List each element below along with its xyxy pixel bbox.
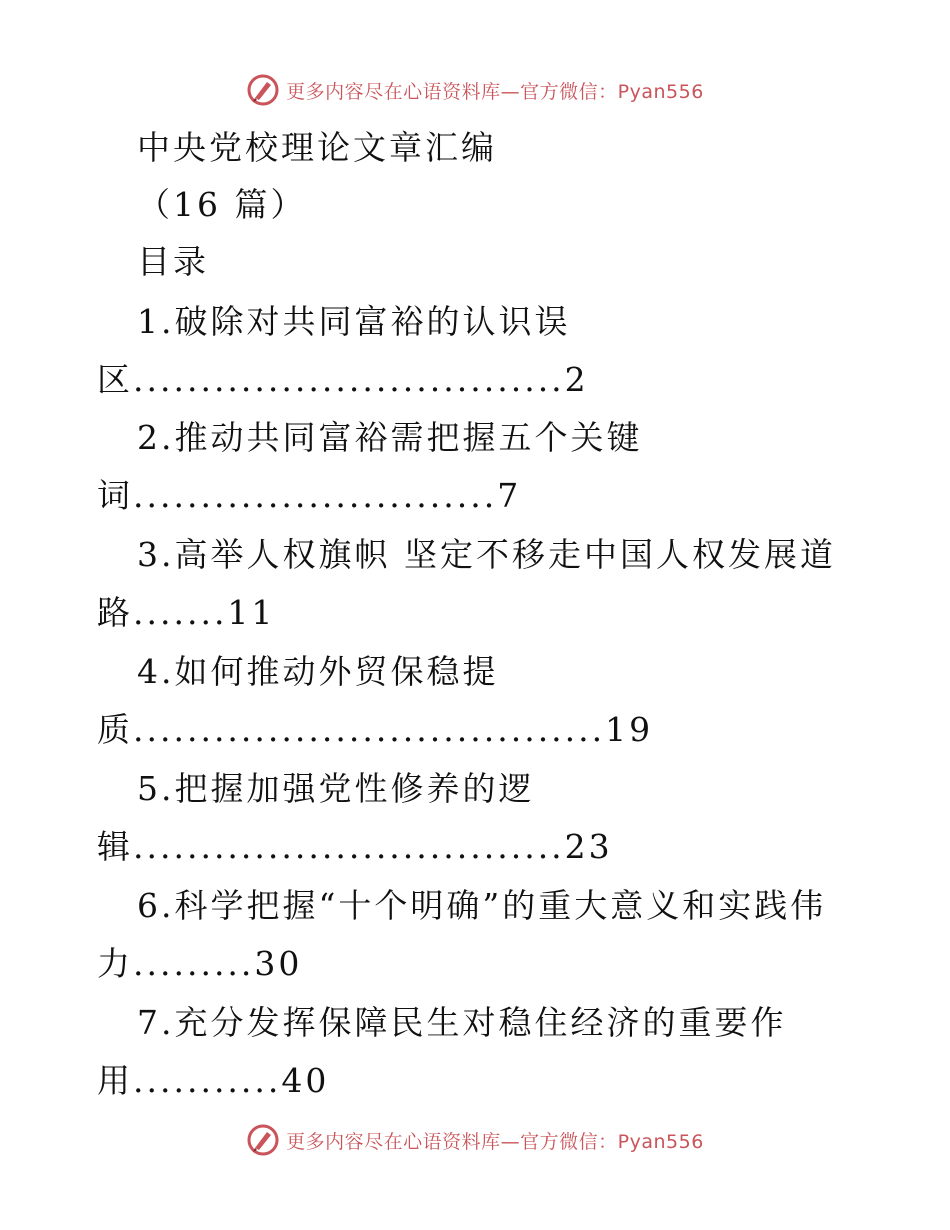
toc-entry-5-page[interactable]: 辑................................23 xyxy=(97,827,613,866)
toc-entry-5-title[interactable]: 5.把握加强党性修养的逻 xyxy=(137,769,535,808)
pen-logo-icon xyxy=(246,1123,280,1157)
toc-entry-1-page[interactable]: 区................................2 xyxy=(97,360,589,399)
toc-entry-2-page[interactable]: 词...........................7 xyxy=(97,476,522,515)
pen-logo-icon xyxy=(246,73,280,107)
toc-entry-3-page[interactable]: 路.......11 xyxy=(97,593,276,632)
toc-entry-6-title[interactable]: 6.科学把握“十个明确”的重大意义和实践伟 xyxy=(137,886,827,925)
toc-entry-4-page[interactable]: 质...................................19 xyxy=(97,710,654,749)
watermark-banner-bottom xyxy=(0,1120,950,1160)
document-subtitle: （16 篇） xyxy=(137,185,307,224)
toc-entry-2-title[interactable]: 2.推动共同富裕需把握五个关键 xyxy=(137,418,643,457)
toc-heading: 目录 xyxy=(137,242,209,281)
toc-entry-4-title[interactable]: 4.如何推动外贸保稳提 xyxy=(137,652,499,691)
watermark-text: 更多内容尽在心语资料库—官方微信：Pyan556 xyxy=(286,80,704,103)
watermark-text: 更多内容尽在心语资料库—官方微信：Pyan556 xyxy=(286,1130,704,1153)
watermark-banner-top xyxy=(0,70,950,110)
document-title: 中央党校理论文章汇编 xyxy=(137,128,497,167)
toc-entry-7-page[interactable]: 用...........40 xyxy=(97,1061,330,1100)
toc-entry-7-title[interactable]: 7.充分发挥保障民生对稳住经济的重要作 xyxy=(137,1003,787,1042)
toc-entry-6-page[interactable]: 力.........30 xyxy=(97,944,303,983)
toc-entry-3-title[interactable]: 3.高举人权旗帜 坚定不移走中国人权发展道 xyxy=(137,535,836,574)
toc-entry-1-title[interactable]: 1.破除对共同富裕的认识误 xyxy=(137,302,571,341)
